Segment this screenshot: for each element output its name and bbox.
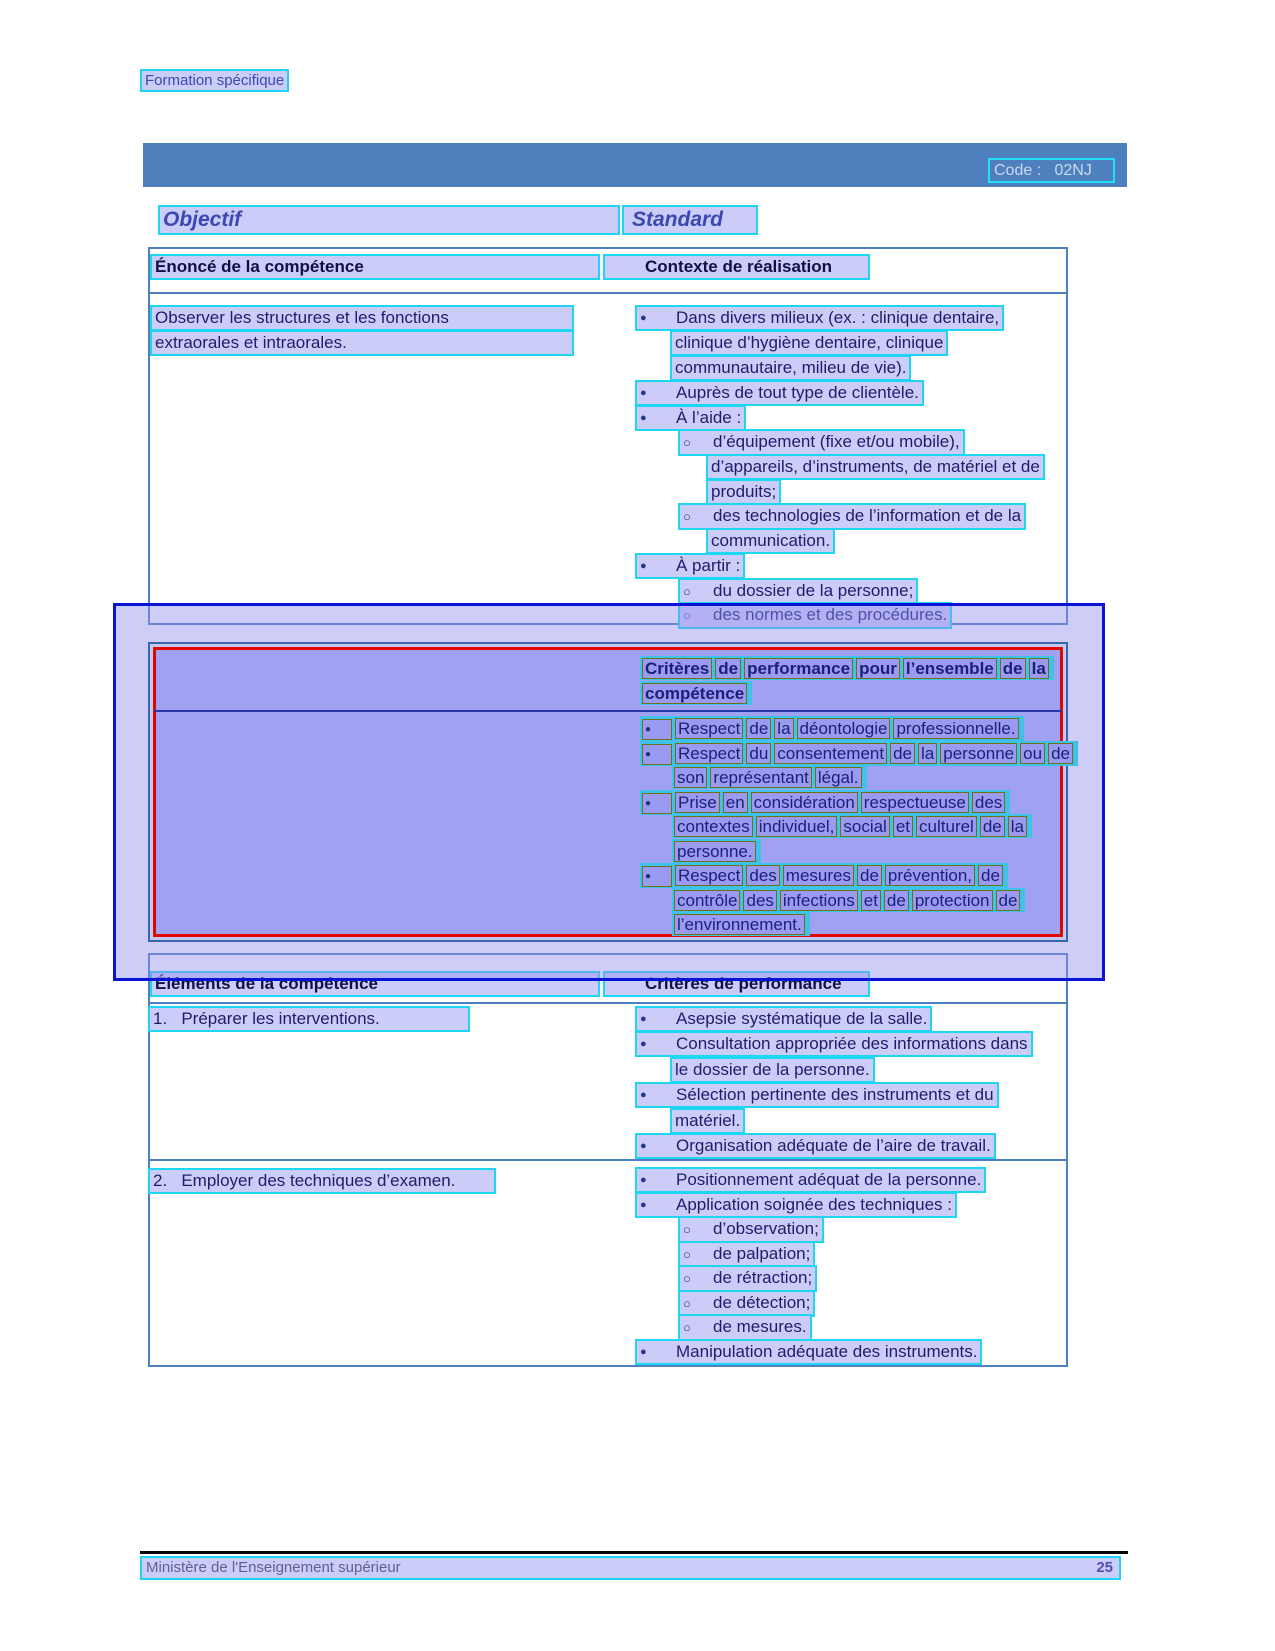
sub-bullet-icon: ○ xyxy=(683,509,691,524)
table-header-contexte: Contexte de réalisation xyxy=(603,254,870,280)
bullet-icon: ● xyxy=(640,1346,647,1358)
performance-line: Respect des mesures de prévention, de xyxy=(675,868,1006,885)
sub-bullet-icon: ○ xyxy=(683,1320,691,1335)
criteria-line: Asepsie systématique de la salle. xyxy=(676,1009,928,1028)
table-header-enonce: Énoncé de la compétence xyxy=(150,254,600,280)
criteria-line: Consultation appropriée des informations dans xyxy=(676,1034,1028,1053)
element-row-label: 1. Préparer les interventions. xyxy=(148,1006,470,1032)
sub-bullet-icon: ○ xyxy=(683,608,691,623)
table-header-criteres: Critères de performance xyxy=(603,971,870,997)
performance-title-line: compétence xyxy=(642,686,750,703)
statement-line: Observer les structures et les fonctions xyxy=(150,305,574,331)
bullet-icon: ● xyxy=(642,793,672,814)
bullet-icon: ● xyxy=(640,1013,647,1025)
performance-line: l’environnement. xyxy=(674,917,808,934)
context-line: Auprès de tout type de clientèle. xyxy=(676,383,919,402)
performance-line: son représentant légal. xyxy=(674,770,865,787)
bullet-icon: ● xyxy=(642,866,672,887)
criteria-line: de détection; xyxy=(713,1293,811,1312)
statement-line: extraorales et intraorales. xyxy=(150,330,574,356)
sub-bullet-icon: ○ xyxy=(683,435,691,450)
elements-table-header-rule xyxy=(150,1002,1066,1004)
performance-line: personne. xyxy=(674,844,759,861)
bullet-icon: ● xyxy=(640,387,647,399)
criteria-line: Application soignée des techniques : xyxy=(676,1195,952,1214)
sub-bullet-icon: ○ xyxy=(683,1271,691,1286)
criteria-line: de mesures. xyxy=(713,1317,807,1336)
code-badge: Code : 02NJ xyxy=(988,158,1115,183)
competence-table-header-rule xyxy=(150,292,1066,294)
bullet-icon: ● xyxy=(640,312,647,324)
performance-title-line: Critères de performance pour l’ensemble de la xyxy=(642,661,1052,678)
footer-bar xyxy=(140,1556,1121,1580)
criteria-line: de palpation; xyxy=(713,1244,811,1263)
criteria-line: Organisation adéquate de l’aire de travail. xyxy=(676,1136,991,1155)
sub-bullet-icon: ○ xyxy=(683,1247,691,1262)
footer-page-number: 25 xyxy=(1096,1559,1113,1576)
sub-bullet-icon: ○ xyxy=(683,584,691,599)
bullet-icon: ● xyxy=(640,1089,647,1101)
formation-label: Formation spécifique xyxy=(140,69,289,92)
bullet-icon: ● xyxy=(642,719,672,740)
performance-line: Respect de la déontologie professionnelle. xyxy=(675,721,1022,738)
footer-rule xyxy=(140,1551,1128,1554)
context-line: À partir : xyxy=(676,556,741,575)
criteria-line: Manipulation adéquate des instruments. xyxy=(676,1342,978,1361)
bullet-icon: ● xyxy=(640,560,647,572)
performance-line: contextes individuel, social et culturel de la xyxy=(674,819,1030,836)
context-line: du dossier de la personne; xyxy=(713,581,914,600)
context-line: d’équipement (fixe et/ou mobile), xyxy=(713,432,960,451)
performance-line: Prise en considération respectueuse des xyxy=(675,795,1008,812)
bullet-icon: ● xyxy=(640,1140,647,1152)
bullet-icon: ● xyxy=(640,1174,647,1186)
footer-ministry: Ministère de l'Enseignement supérieur xyxy=(146,1559,401,1576)
sub-bullet-icon: ○ xyxy=(683,1222,691,1237)
criteria-line: matériel. xyxy=(670,1108,745,1134)
section-divider xyxy=(154,710,1062,712)
performance-line: contrôle des infections et de protection de xyxy=(674,893,1023,910)
criteria-line: Positionnement adéquat de la personne. xyxy=(676,1170,982,1189)
table-header-elements: Éléments de la compétence xyxy=(150,971,600,997)
performance-line: Respect du consentement de la personne ou de xyxy=(675,746,1076,763)
context-line: d’appareils, d’instruments, de matériel et de xyxy=(706,454,1045,480)
context-line: des normes et des procédures. xyxy=(713,605,948,624)
context-line: produits; xyxy=(706,479,781,505)
bullet-icon: ● xyxy=(640,1199,647,1211)
bullet-icon: ● xyxy=(642,744,672,765)
context-line: communication. xyxy=(706,528,835,554)
criteria-line: de rétraction; xyxy=(713,1268,813,1287)
title-standard: Standard xyxy=(622,205,758,235)
criteria-line: Sélection pertinente des instruments et du xyxy=(676,1085,994,1104)
criteria-line: d’observation; xyxy=(713,1219,819,1238)
sub-bullet-icon: ○ xyxy=(683,1296,691,1311)
header-bar xyxy=(143,143,1127,187)
bullet-icon: ● xyxy=(640,412,647,424)
context-line: clinique d’hygiène dentaire, clinique xyxy=(670,330,948,356)
criteria-line: le dossier de la personne. xyxy=(670,1057,875,1083)
context-line: À l’aide : xyxy=(676,408,742,427)
context-line: Dans divers milieux (ex. : clinique dentaire, xyxy=(676,308,1000,327)
context-line: communautaire, milieu de vie). xyxy=(670,355,911,381)
bullet-icon: ● xyxy=(640,1038,647,1050)
context-line: des technologies de l’information et de la xyxy=(713,506,1022,525)
elements-table-row-divider xyxy=(150,1159,1066,1161)
title-objectif: Objectif xyxy=(158,205,620,235)
element-row-label: 2. Employer des techniques d’examen. xyxy=(148,1168,496,1194)
